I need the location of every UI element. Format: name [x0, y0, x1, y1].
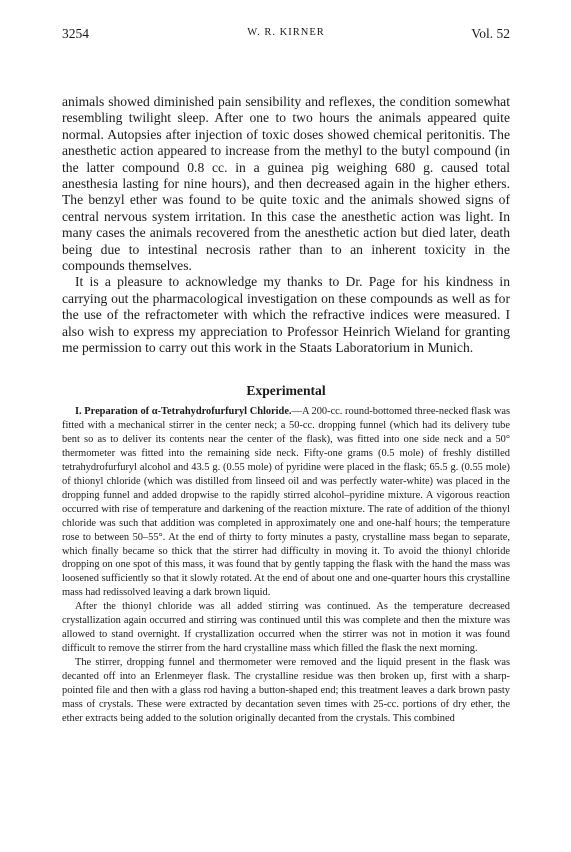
running-author: W. R. KIRNER	[247, 27, 325, 38]
document-page	[62, 0, 510, 852]
volume-label: Vol. 52	[471, 26, 510, 41]
paragraph-pharmacology: animals showed diminished pain sensibility and reflexes, the condition somewhat resembling twilight sleep. After one to two hours the animals appeared quite normal. Autopsies after injection of toxic doses showed chemical peritonitis. The anesthetic action appeared to increase from the methyl to the butyl compound (in the latter compound 0.8 cc. in a guinea pig weighing 680 g. caused total anesthesia lasting for nine hours), and then decreased again in the higher ethers. The benzyl ether was found to be quite toxic and the animals showed signs of central nervous system irritation. In this case the anesthetic action was light. In many cases the animals recovered from the anesthetic action but died later, death being due to intestinal necrosis rather than to an inherent toxicity in the compounds themselves.	[62, 94, 510, 274]
paragraph-preparation	[62, 405, 510, 600]
running-header	[62, 26, 510, 42]
section-heading: Experimental	[246, 383, 326, 398]
paragraph-extraction: The stirrer, dropping funnel and thermometer were removed and the liquid present in the flask was decanted off into an Erlenmeyer flask. The crystalline residue was then broken up, first with a sharp-pointed file and then with a glass rod having a button-shaped end; this treatment leaves a dark brown pasty mass of crystals. These were extracted by decantation seven times with 25-cc. portions of dry ether, the ether extracts being added to the solution originally decanted from the crystals. This combined	[62, 657, 510, 724]
paragraph-acknowledgement: It is a pleasure to acknowledge my thanks to Dr. Page for his kindness in carrying out the pharmacological investigation on these compounds as well as for the use of the refractometer with which the refractive indices were measured. I also wish to express my appreciation to Professor Heinrich Wieland for granting me permission to carry out this work in the Staats Laboratorium in Munich.	[62, 274, 510, 356]
page-number: 3254	[62, 26, 89, 41]
preparation-text: —A 200-cc. round-bottomed three-necked flask was fitted with a mechanical stirrer in the center neck; a 50-cc. dropping funnel (which had its delivery tube bent so as to deliver its contents near the center of the flask), was fitted into one side neck and a 50° thermometer was fitted into the remaining side neck. Fifty-one grams (0.5 mole) of freshly distilled tetrahydrofurfuryl alcohol and 43.5 g. (0.55 mole) of pyridine were placed in the flask; 65.5 g. (0.55 mole) of thionyl chloride (which was distilled from linseed oil and was perfectly water-white) was placed in the dropping funnel and added dropwise to the rapidly stirred alcohol–pyridine mixture. A vigorous reaction occurred with rise of temperature and darkening of the reaction mixture. The rate of addition of the thionyl chloride was such that addition was completed in approximately one and one-half hours; the temperature rose to between 50–55°. At the end of thirty to forty minutes a pasty, crystalline mass began to separate, which finally became so thick that the stirrer had difficulty in moving it. To avoid the thionyl chloride dropping on one spot of this mass, it was found that by gently tapping the flask with the hand the mass was loosened sufficiently so that it slowly rotated. At the end of about one and one-quarter hours this crystalline mass had redissolved leaving a dark brown liquid.	[62, 406, 510, 599]
paragraph-crystallization: After the thionyl chloride was all added stirring was continued. As the temperature decreased crystallization again occurred and stirring was continued until this was complete and then the mixture was allowed to stand overnight. If crystallization occurred when the stirrer was not in motion it was found difficult to remove the stirrer from the hard crystalline mass which filled the flask the next morning.	[62, 601, 510, 655]
body-text	[62, 94, 510, 357]
subsection-title: I. Preparation of α-Tetrahydrofurfuryl Chloride.	[75, 406, 292, 417]
experimental-text	[62, 405, 510, 726]
